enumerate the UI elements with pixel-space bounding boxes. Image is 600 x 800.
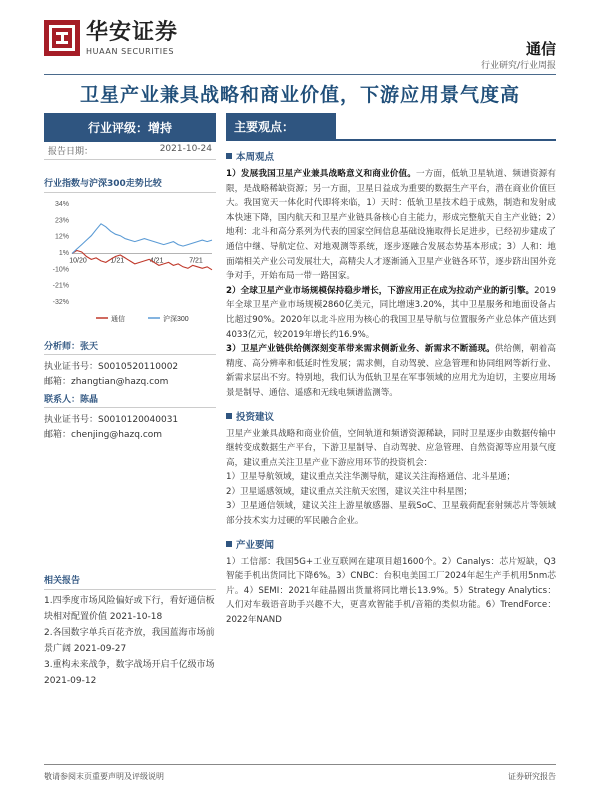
analyst-email: 邮箱：zhangtian@hazq.com — [44, 377, 169, 387]
y-tick-label: 1% — [58, 250, 69, 257]
paragraph-lead: 1）发展我国卫星产业兼具战略意义和商业价值。 — [226, 169, 417, 179]
company-logo — [44, 20, 178, 56]
related-report-item[interactable]: 1.四季度市场风险偏好或下行，看好通信板块相对配置价值 2021-10-18 — [44, 596, 215, 622]
paragraph-lead: 3）卫星产业链供给侧深刻变革带来需求侧新业务、新需求不断涌现。 — [226, 344, 495, 355]
legend-label: 通信 — [111, 316, 125, 323]
footer-divider — [44, 764, 556, 765]
section-heading — [226, 409, 556, 423]
square-bullet-icon — [226, 153, 232, 159]
header-divider — [44, 74, 556, 75]
series-line — [72, 224, 212, 254]
main-points-divider — [226, 139, 556, 141]
report-date-value: 2021-10-24 — [159, 144, 212, 154]
report-date-label: 报告日期： — [48, 147, 94, 157]
index-chart — [44, 197, 216, 331]
y-tick-label: -32% — [52, 299, 69, 306]
y-tick-label: -10% — [52, 266, 69, 274]
paragraph: 3）卫星通信领域，建议关注上游星敏感器、星载SoC、卫星载荷配套射频芯片等领域部分技术实力过硬的军民融合企业。 — [226, 501, 556, 527]
logo-en-text: HUAAN SECURITIES — [86, 46, 175, 56]
paragraph-text: 供给侧，朝着高精度、高分辨率和低延时性发展；需求侧，自动驾驶、应急管理和协同组网等新行业、新需求层出不穷。特别地，我们认为低轨卫星在军事领域的应用尤为迫切，主要应用场景是制导、通信、遥感和无线电频谱监测等。 — [226, 344, 556, 398]
paragraph-lead: 2）全球卫星产业市场规模保持稳步增长，下游应用正在成为拉动产业的新引擎。 — [226, 285, 535, 296]
y-tick-label: 34% — [54, 201, 69, 208]
square-bullet-icon — [226, 541, 232, 547]
x-tick-label: 7/21 — [189, 257, 203, 265]
legend-label: 沪深300 — [163, 316, 189, 323]
paragraph: 卫星产业兼具战略和商业价值，空间轨道和频谱资源稀缺，同时卫星逐步由数据传输中继转变成数据生产平台，下游卫星制导、自动驾驶、应急管理、自然资源等应用景气度高，建议重点关注卫星产业下游应用环节的投资机会： — [226, 428, 556, 468]
paragraph-text: 2019年全球卫星产业市场规模2860亿美元，同比增速3.20%，其中卫星服务和地面设备占比超过90%。2020年以北斗应用为核心的我国卫星导航与位置服务产业总体产值达到4033亿元，较2019年增长约16.9%。 — [226, 285, 556, 340]
contact-cert: 执业证书号：S0010120040031 — [44, 415, 179, 425]
index-chart-svg — [44, 197, 216, 327]
section-weekly-view — [226, 149, 556, 401]
x-tick-label: 1/21 — [110, 257, 125, 265]
section-investment — [226, 409, 556, 529]
paragraph — [226, 284, 556, 342]
section-heading — [226, 149, 556, 163]
x-tick-label: 10/20 — [69, 257, 87, 265]
related-report-item[interactable]: 3.重构未来战争，数字战场开启千亿级市场 2021-09-12 — [44, 660, 215, 686]
main-points-header: 主要观点： — [226, 113, 336, 140]
paragraph-text: 一方面，低轨卫星轨道、频谱资源有限，是战略稀缺资源；另一方面，卫星日益成为重要的数据生产平台，潜在商业价值巨大。我国宽天一体化时代即将来临，1）天时：低轨卫星技术趋于成熟，制造和发射成本快速下降，国内航天和卫星产业链具备核心自主能力，形成完整航天自主产业链；2）地利：北斗和高分系列为代表的国家空间信息基础设施取得长足进步，已经初步建成了通信中继、导航定位、对地观测等系统，逐步逐融合发展态势基本形成；3）人和：地面端相关产业公司发展壮大，高精尖人才逐渐涌入卫星产业链各环节，逐步跻出国外竞争对手，开始布局一带一路国家。 — [226, 169, 556, 282]
analyst-label: 分析师：张天 — [44, 335, 216, 355]
section-industry-news — [226, 537, 556, 628]
report-date-row — [44, 142, 216, 160]
footer-label: 证券研究报告 — [508, 772, 556, 781]
contact-email: 邮箱：chenjing@hazq.com — [44, 430, 163, 440]
logo-cn-text: 华安证券 — [86, 19, 179, 45]
analyst-block — [44, 335, 216, 441]
related-reports — [44, 573, 216, 689]
section-title: 产业要闻 — [236, 539, 275, 551]
paragraph — [226, 167, 556, 284]
footer-disclaimer[interactable]: 敬请参阅末页重要声明及评级说明 — [44, 772, 164, 781]
paragraph: 1）卫星导航领域，建议重点关注华测导航，建议关注海格通信、北斗星通； — [226, 472, 516, 483]
paragraph: 1）工信部：我国5G+工业互联网在建项目超1600个。2）Canalys：芯片短缺，Q3智能手机出货同比下降6%。3）CNBC：台积电美国工厂2024年起生产手机用5nm芯片。4）SEMI：2021年硅晶圆出货量将同比增长13.9%。5）Strategy Analytics：人们对车载语音助手兴趣不大，更喜欢智能手机/音箱的类似功能。6）TrendForce：2022年NAND — [226, 556, 556, 626]
logo-mark-icon — [44, 20, 80, 56]
paragraph: 2）卫星遥感领域，建议重点关注航天宏图，建议关注中科星图； — [226, 486, 473, 497]
industry-rating: 行业评级：增持 — [44, 113, 216, 142]
y-tick-label: 12% — [54, 233, 69, 241]
main-points-column — [226, 113, 556, 628]
paragraph — [226, 342, 556, 400]
section-title: 投资建议 — [236, 411, 275, 423]
y-tick-label: -21% — [52, 282, 69, 290]
x-tick-label: 4/21 — [149, 257, 164, 265]
related-report-item[interactable]: 2.各国数字单兵百花齐放，我国蓝海市场前景广阔 2021-09-27 — [44, 628, 215, 654]
section-title: 本周观点 — [236, 152, 275, 163]
report-type: 行业研究/行业周报 — [480, 61, 556, 71]
index-chart-title: 行业指数与沪深300走势比较 — [44, 176, 216, 193]
industry-tag: 通信 — [525, 40, 556, 58]
square-bullet-icon — [226, 413, 232, 419]
analyst-cert: 执业证书号：S0010520110002 — [44, 362, 179, 372]
y-tick-label: 23% — [54, 217, 69, 225]
contact-label: 联系人：陈晶 — [44, 388, 216, 408]
left-sidebar — [44, 113, 216, 441]
related-reports-title: 相关报告 — [44, 573, 216, 590]
report-title: 卫星产业兼具战略和商业价值，下游应用景气度高 — [79, 84, 520, 106]
section-heading — [226, 537, 556, 551]
